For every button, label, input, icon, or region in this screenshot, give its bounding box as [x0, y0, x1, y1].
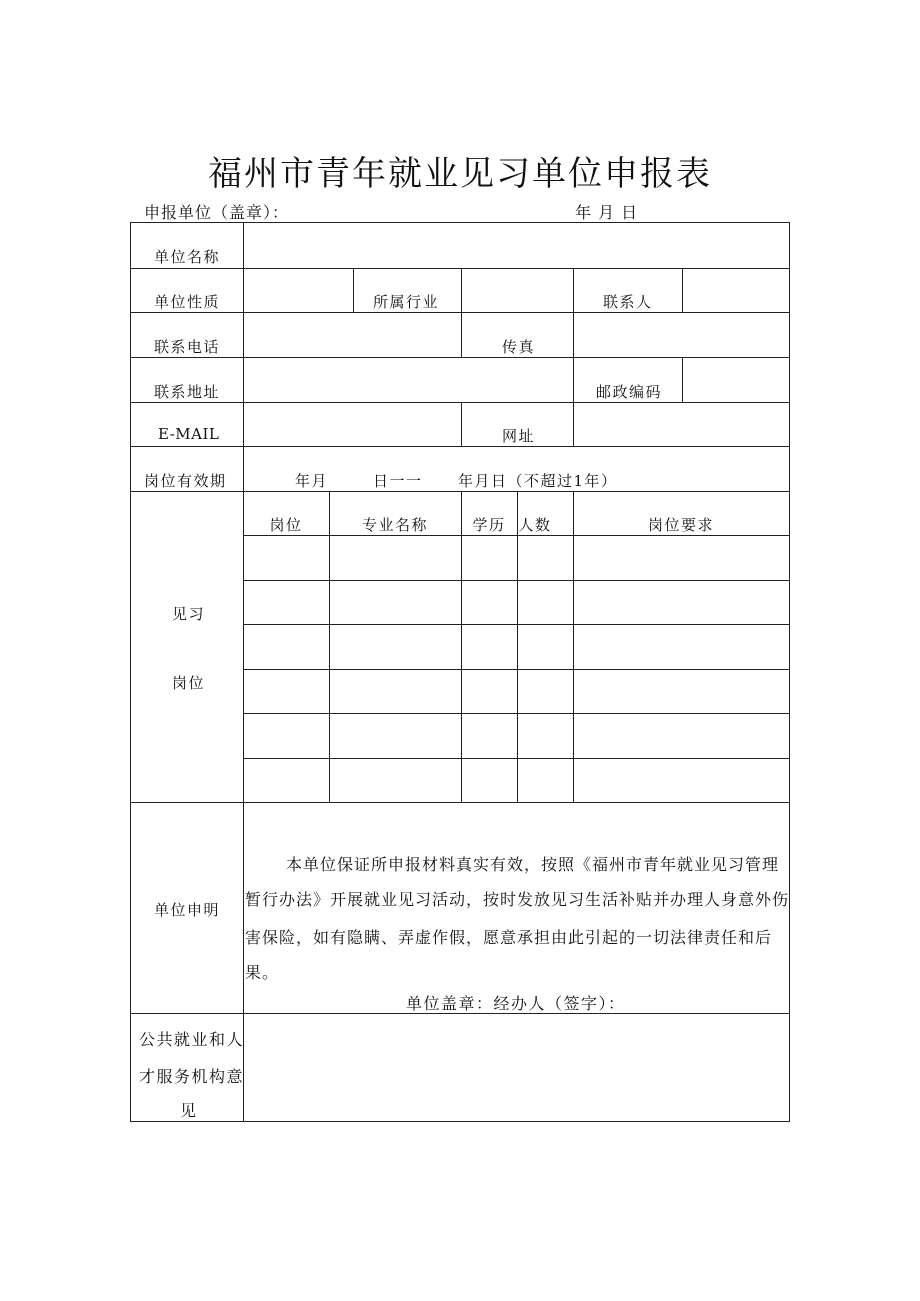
declaration-line-3: 害保险，如有隐瞒、弄虚作假，愿意承担由此引起的一切法律责任和后果。: [245, 928, 773, 982]
declaration-signature: 单位盖章：经办人（签字）：: [406, 994, 626, 1013]
declaration-label: 单位申明: [154, 901, 221, 919]
positions-header-headcount: 人数: [518, 516, 552, 534]
unit-name-label: 单位名称: [154, 248, 221, 266]
validity-start-month[interactable]: 年月: [295, 472, 329, 490]
website-label: 网址: [502, 427, 536, 445]
unit-nature-field[interactable]: [244, 269, 352, 311]
postcode-field[interactable]: [683, 358, 789, 401]
email-field[interactable]: [244, 403, 460, 445]
positions-row[interactable]: [244, 714, 789, 757]
positions-header-education: 学历: [472, 516, 506, 534]
opinion-label-line2: 才服务机构意: [139, 1067, 245, 1086]
positions-label-line1: 见习: [172, 605, 206, 623]
validity-start-day[interactable]: 日一一: [373, 472, 423, 490]
date-label: 年 月 日: [575, 203, 639, 222]
cell-divider: [461, 402, 462, 446]
declaration-line-2: 暂行办法》开展就业见习活动，按时发放见习生活补贴并办理人身意外伤: [245, 890, 790, 909]
unit-name-field[interactable]: [244, 223, 789, 267]
positions-row[interactable]: [244, 670, 789, 712]
phone-label: 联系电话: [154, 338, 221, 356]
cell-divider: [461, 312, 462, 357]
page-title: 福州市青年就业见习单位申报表: [208, 154, 712, 194]
positions-header-requirements: 岗位要求: [647, 516, 715, 534]
positions-header-major: 专业名称: [361, 516, 429, 534]
fax-label: 传真: [502, 338, 536, 356]
industry-label: 所属行业: [373, 293, 440, 311]
phone-field[interactable]: [244, 313, 460, 356]
applicant-label: 申报单位（盖章）：: [144, 203, 290, 222]
website-field[interactable]: [574, 403, 789, 445]
positions-header-post: 岗位: [269, 516, 303, 534]
declaration-line-1: 本单位保证所申报材料真实有效，按照《福州市青年就业见习管理: [286, 855, 780, 874]
positions-row[interactable]: [244, 759, 789, 801]
address-label: 联系地址: [154, 383, 221, 401]
cell-divider: [573, 357, 574, 402]
positions-label-line2: 岗位: [172, 674, 206, 692]
opinion-field[interactable]: [244, 1014, 789, 1120]
row-divider: [130, 802, 790, 803]
row-divider: [130, 491, 790, 492]
positions-row[interactable]: [244, 581, 789, 623]
postcode-label: 邮政编码: [596, 383, 663, 401]
row-divider: [130, 446, 790, 447]
email-label: E-MAIL: [158, 425, 220, 443]
opinion-label-line1: 公共就业和人: [139, 1030, 245, 1049]
positions-row[interactable]: [244, 536, 789, 579]
unit-nature-label: 单位性质: [154, 293, 221, 311]
positions-row[interactable]: [244, 625, 789, 668]
contact-person-label: 联系人: [603, 293, 653, 311]
opinion-label-line3: 见: [180, 1101, 198, 1120]
fax-field[interactable]: [574, 313, 789, 356]
cell-divider: [353, 268, 354, 312]
contact-person-field[interactable]: [683, 269, 789, 311]
application-form-table: [130, 222, 790, 1122]
validity-label: 岗位有效期: [144, 472, 227, 490]
table-border-bottom: [130, 1121, 790, 1122]
industry-field[interactable]: [462, 269, 572, 311]
address-field[interactable]: [244, 358, 572, 401]
cell-divider: [573, 268, 574, 312]
validity-end-date[interactable]: 年月日（不超过1年）: [458, 472, 618, 490]
